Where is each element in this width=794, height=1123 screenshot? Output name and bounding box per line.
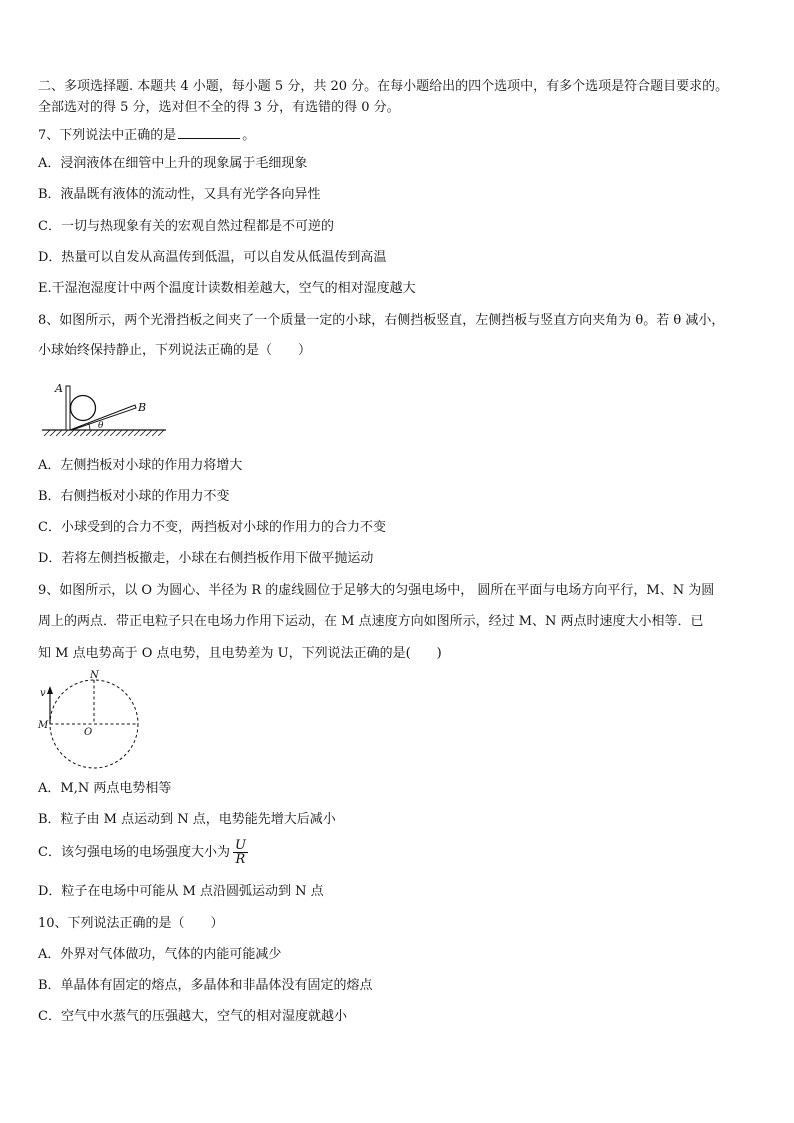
label-o: O xyxy=(84,727,93,738)
q10-option-b: B．单晶体有固定的熔点，多晶体和非晶体没有固定的熔点 xyxy=(38,978,373,993)
label-n: N xyxy=(90,670,99,681)
q7-option-c: C．一切与热现象有关的宏观自然过程都是不可逆的 xyxy=(38,219,334,234)
q9-option-b: B．粒子由 M 点运动到 N 点，电势能先增大后减小 xyxy=(38,812,336,827)
label-m: M xyxy=(38,720,49,731)
fraction-denominator: R xyxy=(235,852,246,867)
section-header-line-1: 二、多项选择题. 本题共 4 小题，每小题 5 分，共 20 分。在每小题给出的四个选项中，有多个选项是符合题目要求的。 xyxy=(38,79,729,94)
q9-option-a: A．M,N 两点电势相等 xyxy=(38,781,172,796)
q10-option-a: A．外界对气体做功，气体的内能可能减少 xyxy=(38,947,282,962)
ground-hatching xyxy=(44,430,164,436)
label-b: B xyxy=(138,401,147,414)
q7-stem-end: 。 xyxy=(242,128,256,143)
label-v: v xyxy=(40,688,46,699)
ball xyxy=(71,396,96,421)
q7-option-e: E.干湿泡湿度计中两个温度计读数相差越大，空气的相对湿度越大 xyxy=(38,281,416,296)
q9-stem-line-3: 知 M 点电势高于 O 点电势，且电势差为 U，下列说法正确的是( ) xyxy=(38,646,442,661)
q7-option-b: B．液晶既有液体的流动性，又具有光学各向异性 xyxy=(38,187,321,202)
q9-stem-line-1: 9、如图所示，以 O 为圆心、半径为 R 的虚线圆位于足够大的匀强电场中， 圆所在平面与电场方向平行，M、N 为圆 xyxy=(38,583,715,598)
velocity-arrowhead xyxy=(47,686,53,694)
vertical-board xyxy=(66,386,70,430)
fraction-u-over-r xyxy=(233,839,248,866)
q7-option-d: D．热量可以自发从高温传到低温，可以自发从低温传到高温 xyxy=(38,250,387,265)
label-theta: θ xyxy=(98,421,104,431)
answer-blank xyxy=(178,126,240,139)
q9-option-d: D．粒子在电场中可能从 M 点沿圆弧运动到 N 点 xyxy=(38,884,324,899)
q10-stem: 10、下列说法正确的是（ ） xyxy=(38,916,224,931)
q8-figure xyxy=(40,378,170,440)
q8-option-a: A．左侧挡板对小球的作用力将增大 xyxy=(38,458,243,473)
q7-stem-text: 7、下列说法中正确的是 xyxy=(38,128,177,143)
fraction-numerator: U xyxy=(234,838,246,853)
q9-stem-line-2: 周上的两点．带正电粒子只在电场力作用下运动，在 M 点速度方向如图所示，经过 M、N 两点时速度大小相等．已 xyxy=(38,614,704,629)
q9-option-c-text: C．该匀强电场的电场强度大小为 xyxy=(38,845,230,860)
q8-option-c: C．小球受到的合力不变，两挡板对小球的作用力的合力不变 xyxy=(38,520,386,535)
q8-stem-line-1: 8、如图所示，两个光滑挡板之间夹了一个质量一定的小球，右侧挡板竖直，左侧挡板与竖直方向夹角为 θ。若 θ 减小， xyxy=(38,313,725,328)
q8-option-b: B．右侧挡板对小球的作用力不变 xyxy=(38,489,230,504)
q7-stem xyxy=(38,126,255,144)
label-a: A xyxy=(55,382,63,395)
q8-stem-line-2: 小球始终保持静止，下列说法正确的是（ ） xyxy=(38,343,312,358)
q10-option-c: C．空气中水蒸气的压强越大，空气的相对湿度就越小 xyxy=(38,1009,347,1024)
q8-option-d: D．若将左侧挡板撤走，小球在右侧挡板作用下做平抛运动 xyxy=(38,551,374,566)
section-header-line-2: 全部选对的得 5 分，选对但不全的得 3 分，有选错的得 0 分。 xyxy=(38,100,400,115)
q9-option-c xyxy=(38,838,248,868)
q7-option-a: A．浸润液体在细管中上升的现象属于毛细现象 xyxy=(38,156,308,171)
q9-figure xyxy=(36,668,148,776)
